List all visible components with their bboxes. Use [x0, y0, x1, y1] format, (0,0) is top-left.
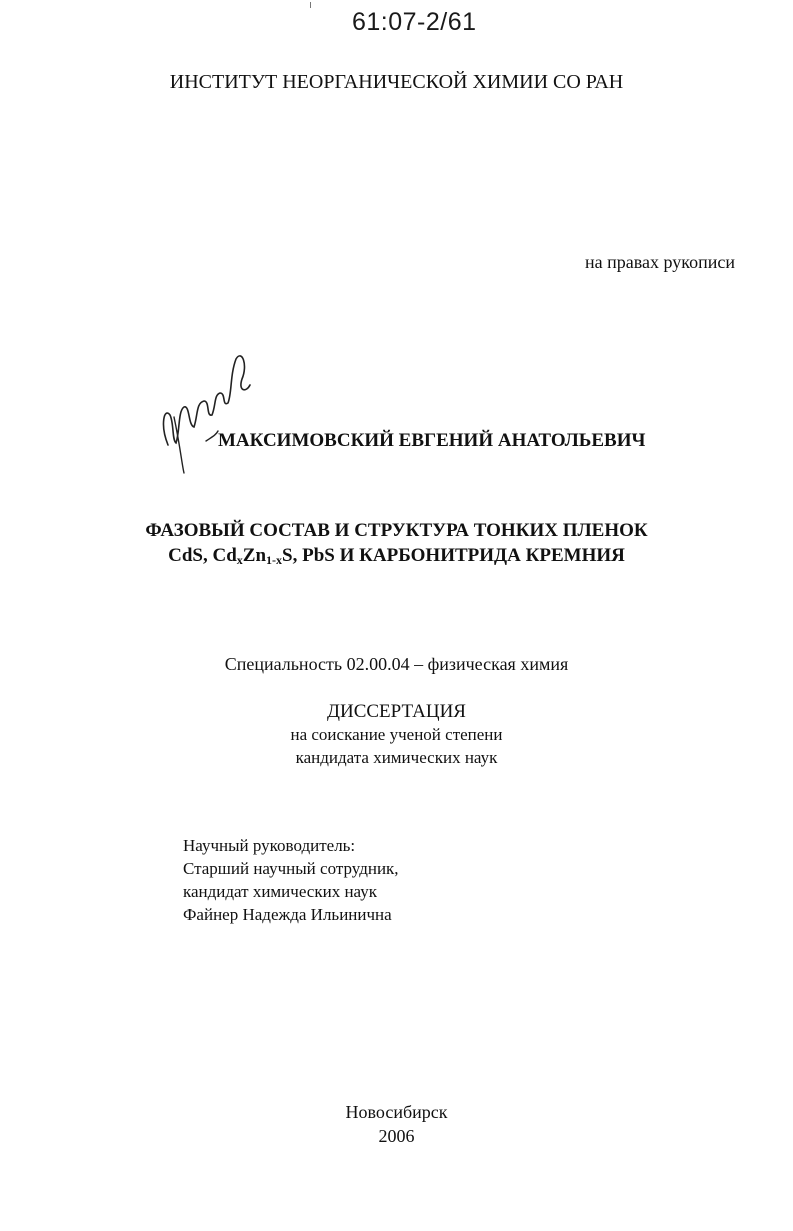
- title-line-1: ФАЗОВЫЙ СОСТАВ И СТРУКТУРА ТОНКИХ ПЛЕНОК: [145, 520, 648, 541]
- year: 2006: [378, 1126, 415, 1146]
- dissertation-heading: ДИССЕРТАЦИЯ: [327, 701, 466, 722]
- title-line-2: CdS, $Cd_xZn_{1-x}S$, PbS И КАРБОНИТРИДА КРЕМНИЯ: [168, 545, 625, 567]
- supervisor-block: [183, 834, 399, 926]
- supervisor-degree: кандидат химических наук: [183, 882, 377, 901]
- specialty: Специальность 02.00.04 – физическая химия: [224, 654, 569, 674]
- author-name: МАКСИМОВСКИЙ ЕВГЕНИЙ АНАТОЛЬЕВИЧ: [218, 430, 646, 451]
- city: Новосибирск: [345, 1102, 448, 1122]
- rights-notice: на правах рукописи: [585, 252, 735, 272]
- degree-line-2: кандидата химических наук: [295, 748, 498, 767]
- supervisor-name: Файнер Надежда Ильинична: [183, 905, 392, 924]
- library-stamp-number: 61:07-2/61: [352, 8, 477, 36]
- institute-name: ИНСТИТУТ НЕОРГАНИЧЕСКОЙ ХИМИИ СО РАН: [169, 71, 624, 93]
- dissertation-title: [0, 518, 793, 573]
- scan-mark: [310, 2, 311, 8]
- dissertation-block: [0, 700, 793, 769]
- place-and-year: [0, 1100, 793, 1148]
- supervisor-label: Научный руководитель:: [183, 836, 356, 855]
- degree-line-1: на соискание ученой степени: [290, 725, 503, 744]
- supervisor-position: Старший научный сотрудник,: [183, 859, 399, 878]
- handwritten-signature: [150, 345, 260, 475]
